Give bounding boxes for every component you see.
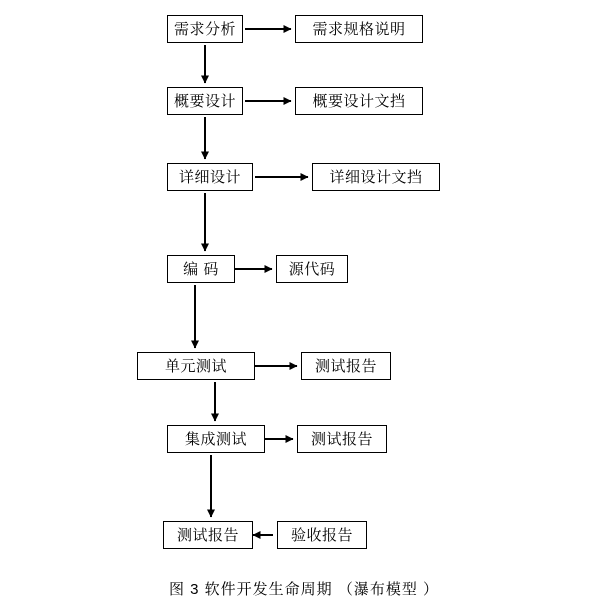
node-test-report-2[interactable] bbox=[297, 425, 387, 453]
node-label: 需求分析 bbox=[174, 20, 237, 38]
node-label: 集成测试 bbox=[184, 430, 247, 448]
node-label: 验收报告 bbox=[290, 526, 353, 544]
node-detail-design[interactable] bbox=[167, 163, 253, 191]
node-label: 详细设计文挡 bbox=[329, 168, 423, 186]
node-label: 测试报告 bbox=[176, 526, 239, 544]
node-label: 单元测试 bbox=[164, 357, 227, 375]
node-test-report-1[interactable] bbox=[301, 352, 391, 380]
node-test-report-3[interactable] bbox=[163, 521, 253, 549]
node-detail-design-doc[interactable] bbox=[312, 163, 440, 191]
node-label: 编 码 bbox=[183, 260, 219, 278]
node-acceptance-report[interactable] bbox=[277, 521, 367, 549]
node-source-code[interactable] bbox=[276, 255, 348, 283]
node-unit-test[interactable] bbox=[137, 352, 255, 380]
node-label: 需求规格说明 bbox=[312, 20, 406, 38]
node-coding[interactable] bbox=[167, 255, 235, 283]
node-integration-test[interactable] bbox=[167, 425, 265, 453]
node-label: 概要设计文挡 bbox=[312, 92, 406, 110]
node-requirement-analysis[interactable] bbox=[167, 15, 243, 43]
node-label: 测试报告 bbox=[314, 357, 377, 375]
node-requirement-spec[interactable] bbox=[295, 15, 423, 43]
node-label: 概要设计 bbox=[174, 92, 237, 110]
node-label: 测试报告 bbox=[310, 430, 373, 448]
figure-caption: 图 3 软件开发生命周期 （瀑布模型 ） bbox=[168, 581, 439, 598]
node-label: 详细设计 bbox=[178, 168, 241, 186]
node-label: 源代码 bbox=[288, 260, 336, 278]
node-outline-design-doc[interactable] bbox=[295, 87, 423, 115]
node-outline-design[interactable] bbox=[167, 87, 243, 115]
